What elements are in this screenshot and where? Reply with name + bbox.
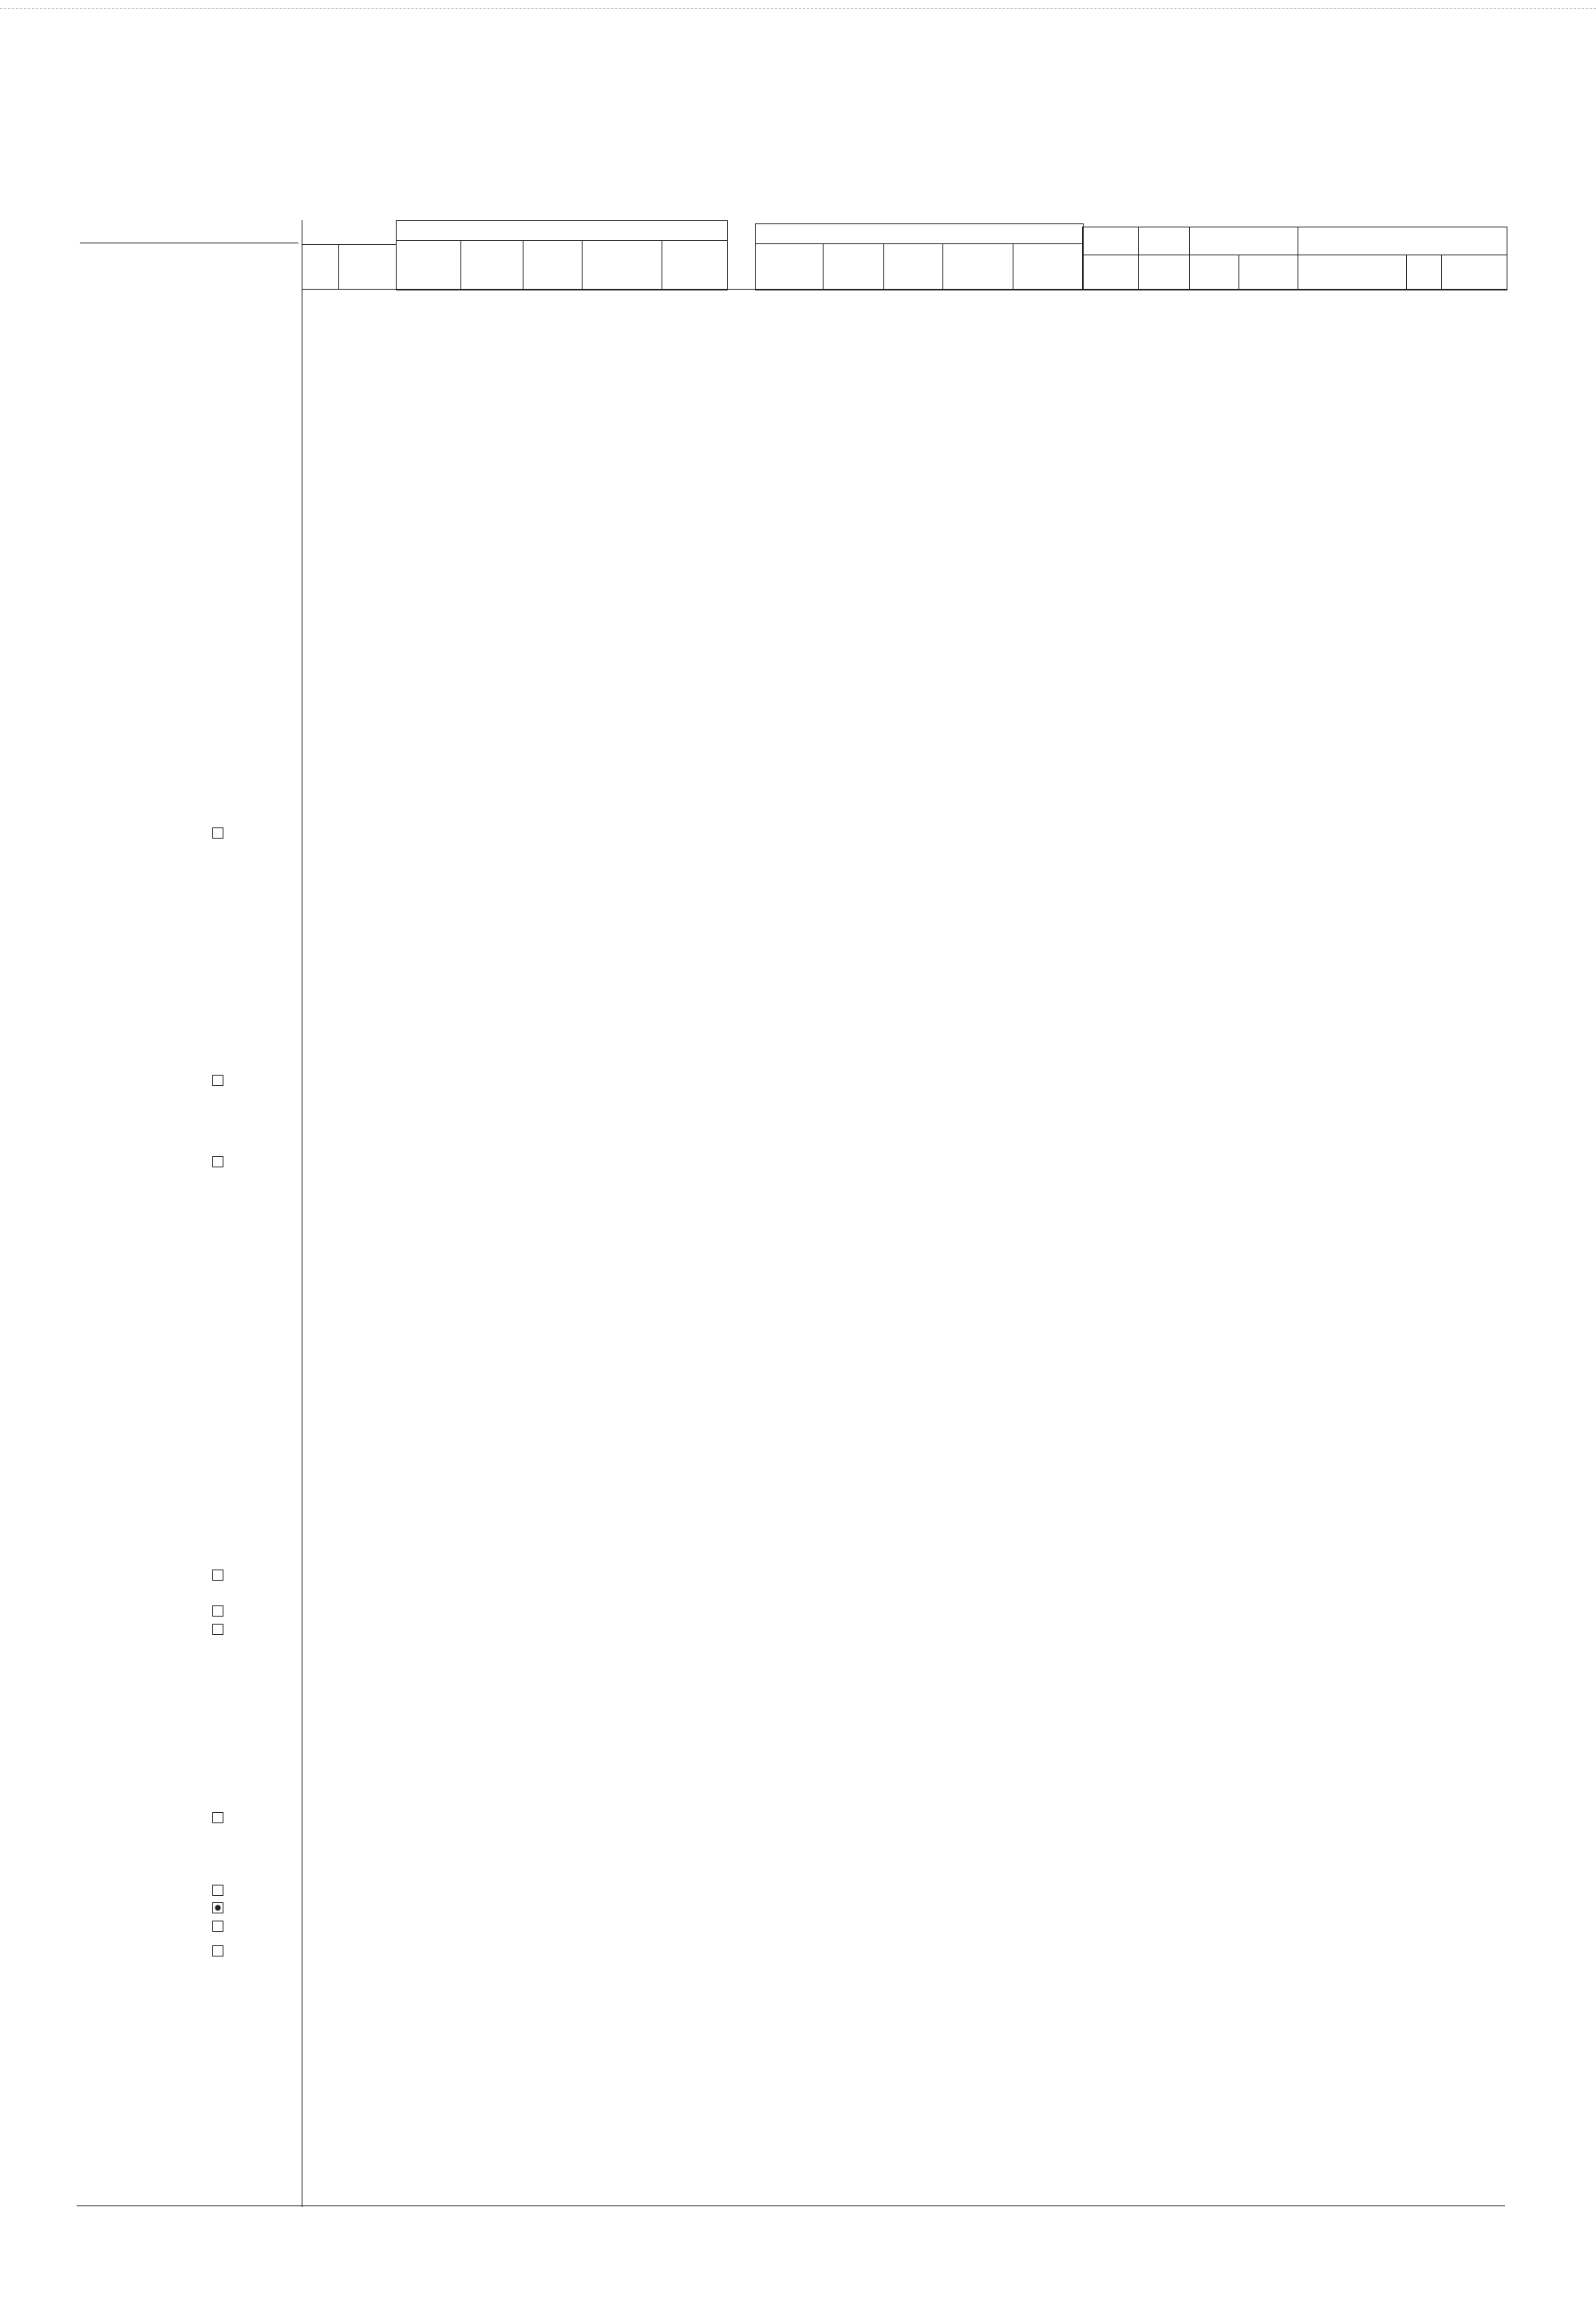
table-row [0, 452, 1596, 469]
table-row [0, 1244, 1596, 1262]
table-row [0, 1226, 1596, 1244]
table-row [0, 1900, 1596, 1917]
table-row [0, 1774, 1596, 1791]
table-row [0, 289, 1596, 306]
table-row [0, 861, 1596, 879]
table-row [0, 897, 1596, 914]
table-row [0, 1172, 1596, 1190]
column-divider [1082, 227, 1083, 290]
table-row [0, 1792, 1596, 1810]
table-row [0, 1018, 1596, 1036]
table-row [0, 1567, 1596, 1585]
table-row [0, 789, 1596, 807]
table-row [0, 434, 1596, 452]
table-row [0, 545, 1596, 563]
table-row [0, 1118, 1596, 1135]
mountain-station-box-icon [212, 1156, 223, 1167]
table-row [0, 1828, 1596, 1846]
table-row [0, 673, 1596, 691]
table-row [0, 602, 1596, 619]
header-rule [756, 243, 1083, 244]
table-row [0, 619, 1596, 637]
table-row [0, 1382, 1596, 1400]
table-row [0, 1653, 1596, 1671]
mountain-station-box-icon [212, 1075, 223, 1086]
table-row [0, 1508, 1596, 1526]
table-row [0, 1136, 1596, 1154]
mountain-station-box-icon [212, 1902, 223, 1913]
table-row [0, 343, 1596, 361]
header-rule [397, 240, 727, 241]
table-row [0, 509, 1596, 527]
table-row [0, 1346, 1596, 1364]
mountain-station-box-icon [212, 1624, 223, 1635]
table-row [0, 491, 1596, 508]
table-row [0, 1418, 1596, 1435]
table-row [0, 1036, 1596, 1054]
table-row [0, 1001, 1596, 1018]
column-divider [1406, 255, 1407, 290]
table-row [0, 1864, 1596, 1881]
table-row [0, 1298, 1596, 1316]
column-divider [1441, 255, 1442, 290]
mountain-station-box-icon [212, 1945, 223, 1957]
table-row [0, 825, 1596, 843]
table-row [0, 1055, 1596, 1072]
column-divider [823, 243, 824, 290]
column-divider [338, 244, 339, 289]
table-row [0, 1585, 1596, 1603]
table-row [0, 965, 1596, 982]
table-row [0, 1454, 1596, 1471]
column-divider [883, 243, 884, 290]
block-06-header [396, 220, 728, 290]
table-row [0, 843, 1596, 860]
table-row [0, 307, 1596, 325]
table-row [0, 527, 1596, 544]
table-row [0, 1925, 1596, 1942]
mountain-station-box-icon [212, 827, 223, 839]
table-row [0, 728, 1596, 745]
table-row [0, 692, 1596, 709]
column-divider [582, 240, 583, 290]
table-row [0, 1689, 1596, 1707]
table-row [0, 771, 1596, 788]
table-row [0, 1550, 1596, 1567]
table-row [0, 1472, 1596, 1490]
table-row [0, 1190, 1596, 1207]
column-divider [1238, 255, 1239, 290]
table-row [0, 879, 1596, 897]
column-divider [942, 243, 943, 290]
header-rule [302, 244, 396, 245]
table-row [0, 1364, 1596, 1381]
table-row [0, 1280, 1596, 1297]
table-row [0, 1072, 1596, 1090]
bottom-rule [77, 2205, 1505, 2206]
table-row [0, 1603, 1596, 1621]
table-row [0, 1882, 1596, 1900]
table-row [0, 946, 1596, 964]
table-row [0, 638, 1596, 655]
table-row [0, 325, 1596, 342]
table-row [0, 416, 1596, 433]
table-row [0, 398, 1596, 416]
column-divider [1189, 227, 1190, 290]
table-row [0, 655, 1596, 673]
table-row [0, 1262, 1596, 1280]
extra-header [1082, 227, 1507, 290]
table-row [0, 1154, 1596, 1171]
table-row [0, 709, 1596, 727]
table-row [0, 1436, 1596, 1454]
table-row [0, 380, 1596, 397]
table-row [0, 1672, 1596, 1689]
mountain-station-box-icon [212, 1570, 223, 1581]
table-row [0, 1490, 1596, 1507]
table-row [0, 982, 1596, 1000]
table-row [0, 1531, 1596, 1549]
mountain-station-box-icon [212, 1812, 223, 1823]
table-row [0, 1208, 1596, 1226]
table-row [0, 583, 1596, 601]
table-row [0, 1621, 1596, 1639]
column-divider [1138, 227, 1139, 290]
column-divider [460, 240, 461, 290]
table-row [0, 1846, 1596, 1863]
table-row [0, 807, 1596, 824]
mountain-station-box-icon [212, 1605, 223, 1617]
table-row [0, 1810, 1596, 1827]
table-row [0, 1708, 1596, 1725]
table-row [0, 1943, 1596, 1960]
top-rule [0, 8, 1596, 9]
mountain-station-box-icon [212, 1885, 223, 1896]
table-row [0, 1328, 1596, 1345]
table-row [0, 1400, 1596, 1417]
block-09-header [755, 223, 1084, 290]
